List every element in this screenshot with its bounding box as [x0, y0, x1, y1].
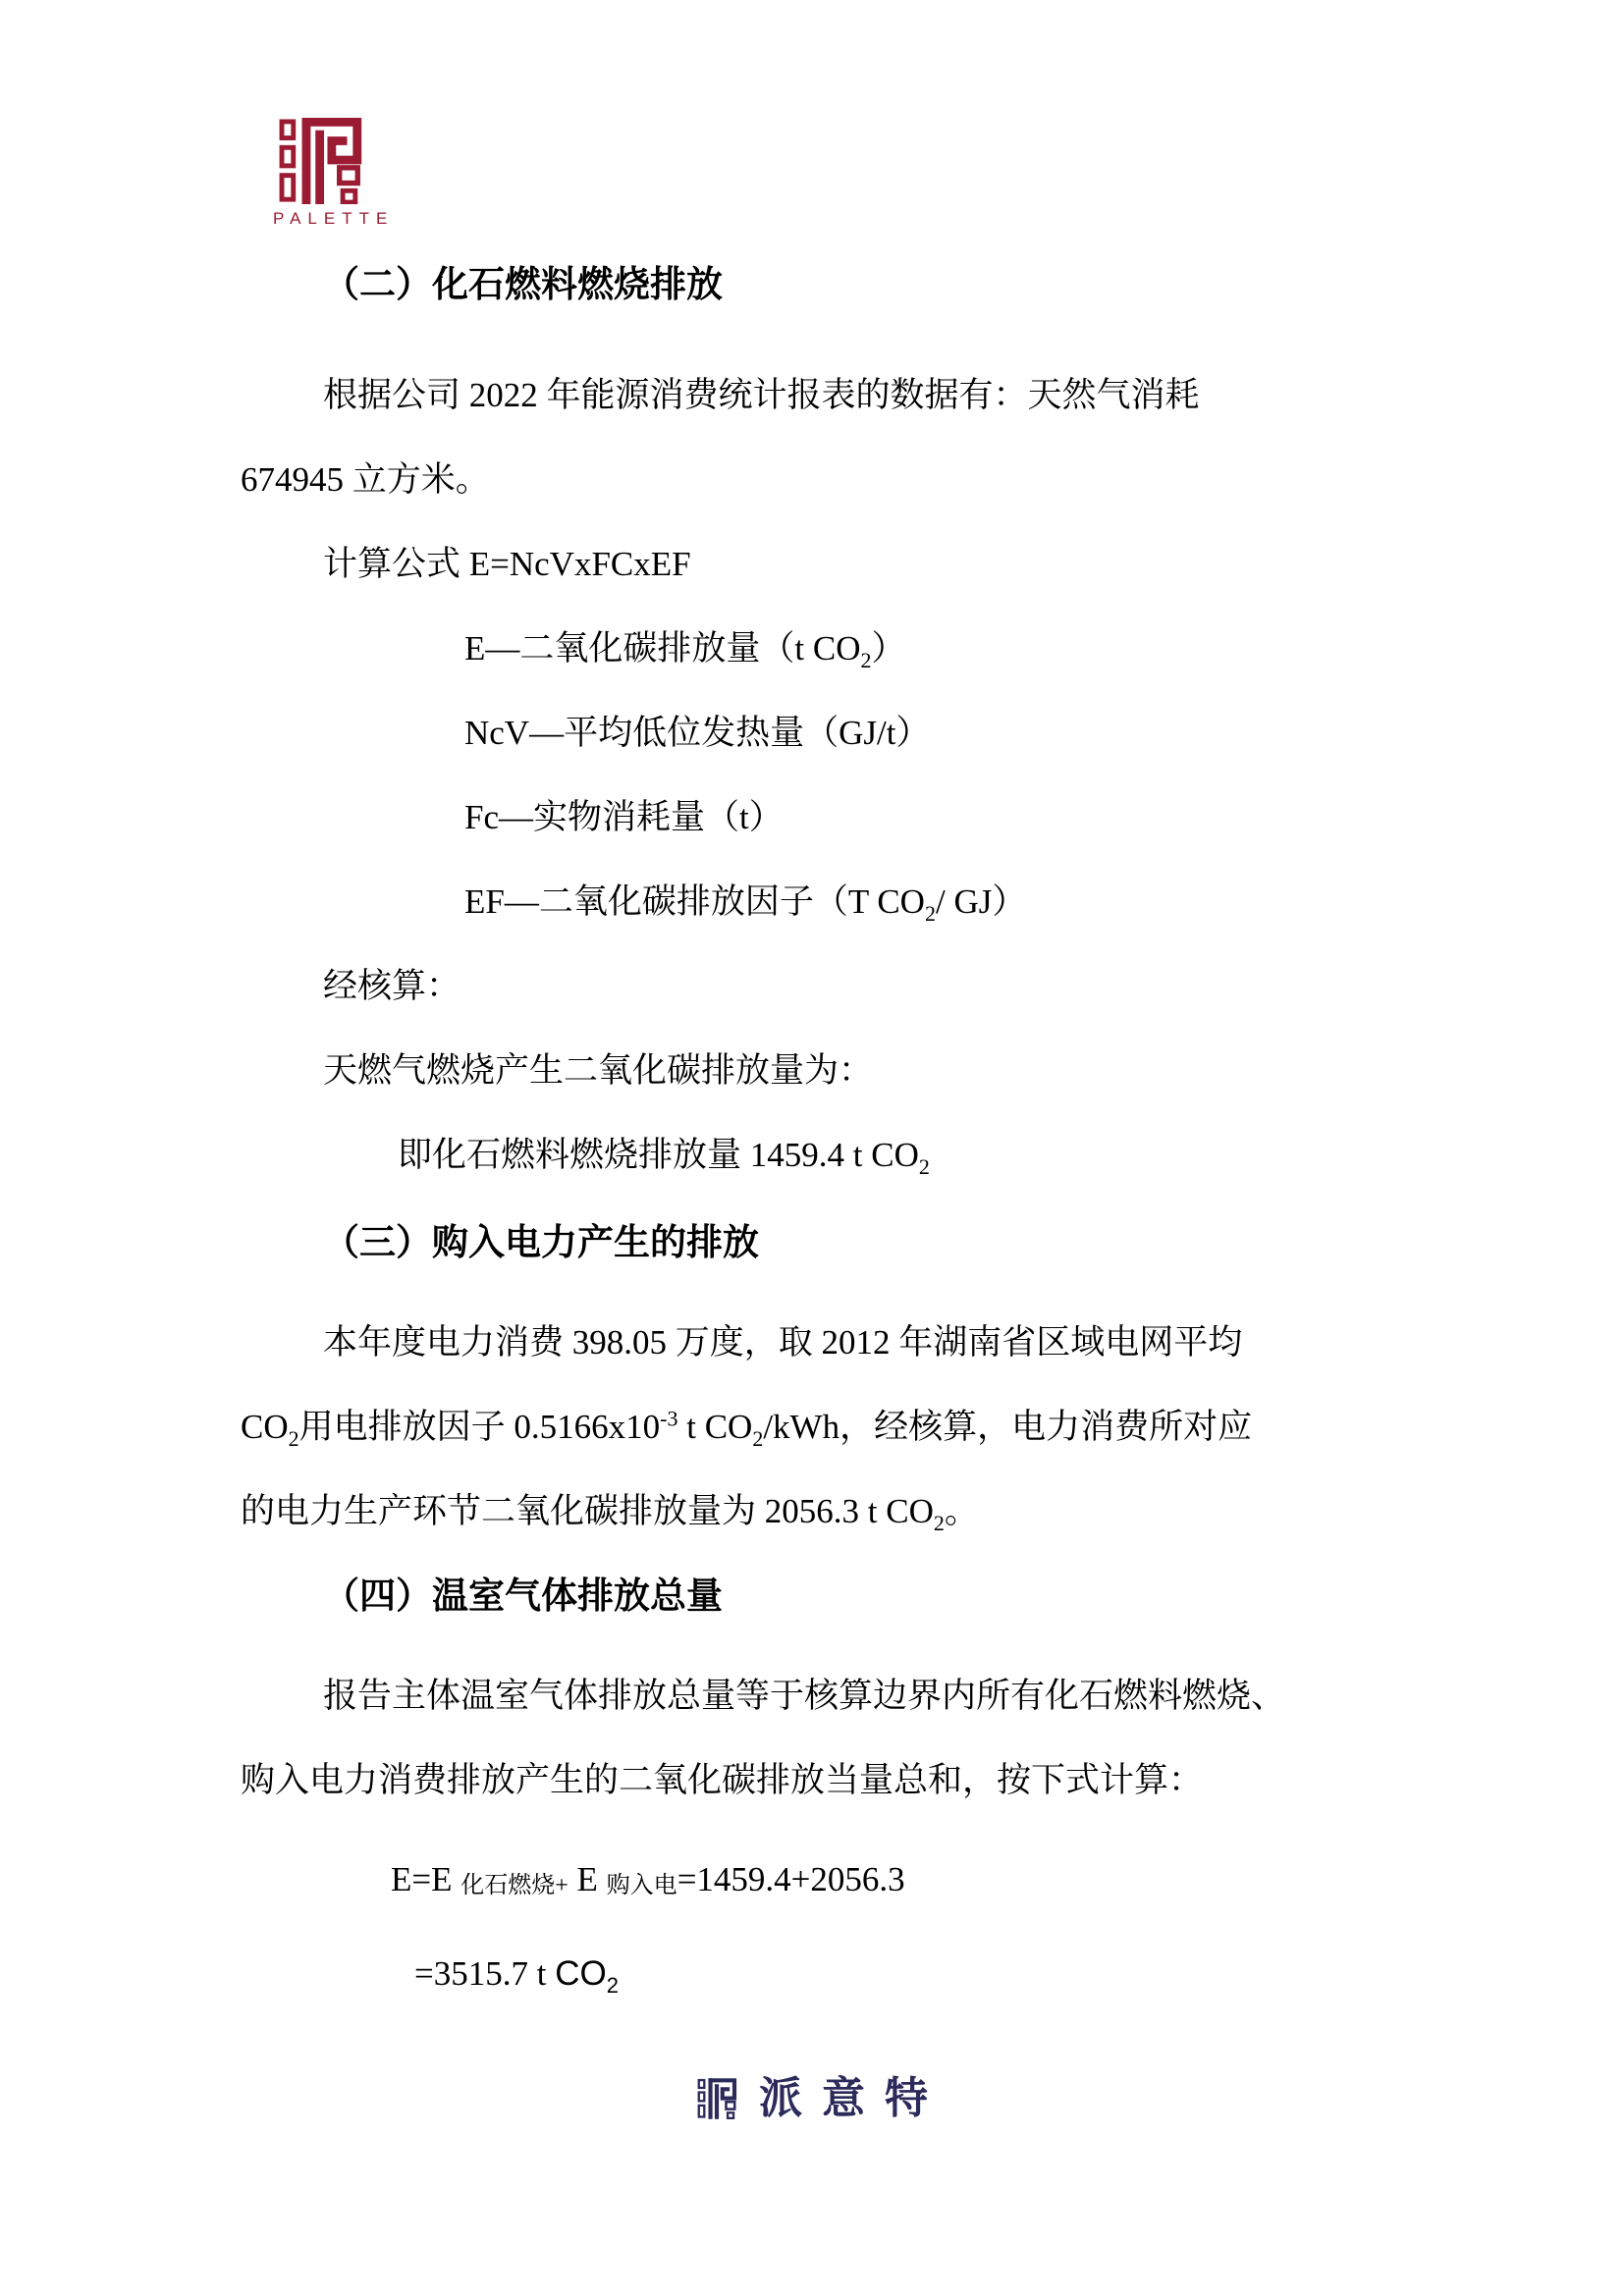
text-segment: 2 [860, 648, 872, 672]
text-line [241, 1029, 1404, 1113]
text-segment: =3515.7 t [414, 1954, 556, 1993]
brand-name: PALETTE [273, 209, 395, 228]
text-line [241, 522, 1404, 607]
text-segment: 根据公司 2022 年能源消费统计报表的数据有：天然气消耗 [323, 376, 1200, 414]
text-segment: 的电力生产环节二氧化碳排放量为 2056.3 t CO [241, 1492, 934, 1530]
text-segment: 报告主体温室气体排放总量等于核算边界内所有化石燃料燃烧、 [323, 1677, 1286, 1715]
text-segment: 2 [933, 1511, 945, 1535]
text-segment: 2 [918, 1154, 930, 1179]
text-segment: t CO [677, 1408, 753, 1446]
text-line [241, 1301, 1404, 1385]
text-segment: 2 [288, 1426, 299, 1451]
text-line [241, 438, 1404, 522]
text-segment: E=E [391, 1860, 461, 1898]
text-segment: （四）温室气体排放总量 [323, 1575, 723, 1616]
text-segment: 购入电 [606, 1873, 677, 1898]
text-segment: CO [555, 1954, 607, 1993]
text-segment: EF—二氧化碳排放因子（T CO [464, 882, 925, 921]
text-segment: E—二氧化碳排放量（t CO [464, 629, 861, 667]
document-body [241, 0, 1404, 2016]
text-segment: ） [871, 629, 906, 667]
text-segment: 用电排放因子 0.5166x10 [298, 1408, 661, 1446]
text-segment: （二）化石燃料燃烧排放 [323, 264, 723, 304]
text-segment: 计算公式 E=NcVxFCxEF [323, 545, 691, 583]
payite-logo-icon [696, 2078, 743, 2119]
text-segment: CO [241, 1408, 289, 1446]
text-line [241, 1554, 1404, 1638]
text-segment: -3 [660, 1406, 678, 1431]
text-line [241, 1469, 1404, 1554]
text-line [241, 1385, 1404, 1469]
footer-logo [0, 2074, 1624, 2122]
text-segment: 2 [752, 1426, 764, 1451]
text-segment: 天燃气燃烧产生二氧化碳排放量为： [323, 1051, 874, 1090]
text-line [241, 242, 1404, 327]
footer-brand-name: 派意特 [759, 2074, 947, 2122]
text-line [241, 1113, 1404, 1198]
text-segment: 2 [924, 901, 936, 926]
text-segment: 674945 立方米。 [241, 460, 490, 499]
text-line [241, 1201, 1404, 1285]
text-segment: / GJ） [935, 882, 1027, 921]
text-line [241, 944, 1404, 1029]
text-line [241, 775, 1404, 860]
text-line [241, 1932, 1404, 2016]
text-segment: /kWh，经核算，电力消费所对应 [763, 1408, 1253, 1446]
text-line [241, 860, 1404, 944]
text-segment: 。 [944, 1492, 979, 1530]
text-line [241, 691, 1404, 775]
text-segment: NcV—平均低位发热量（GJ/t） [464, 714, 931, 752]
text-segment: （三）购入电力产生的排放 [323, 1222, 759, 1262]
text-segment: 即化石燃料燃烧排放量 1459.4 t CO [398, 1136, 919, 1174]
text-line [241, 353, 1404, 438]
text-line [241, 1654, 1404, 1738]
text-line [241, 1838, 1404, 1922]
text-segment: 购入电力消费排放产生的二氧化碳排放当量总和，按下式计算： [241, 1761, 1204, 1799]
text-segment: 2 [606, 1973, 619, 1998]
text-segment: 经核算： [323, 967, 461, 1005]
text-segment: 本年度电力消费 398.05 万度，取 2012 年湖南省区域电网平均 [323, 1323, 1243, 1362]
text-segment: E [568, 1860, 607, 1898]
text-segment: =1459.4+2056.3 [677, 1860, 905, 1898]
text-line [241, 607, 1404, 691]
text-line [241, 1738, 1404, 1823]
text-segment: Fc—实物消耗量（t） [464, 798, 784, 836]
text-segment: 化石燃烧+ [460, 1873, 568, 1898]
